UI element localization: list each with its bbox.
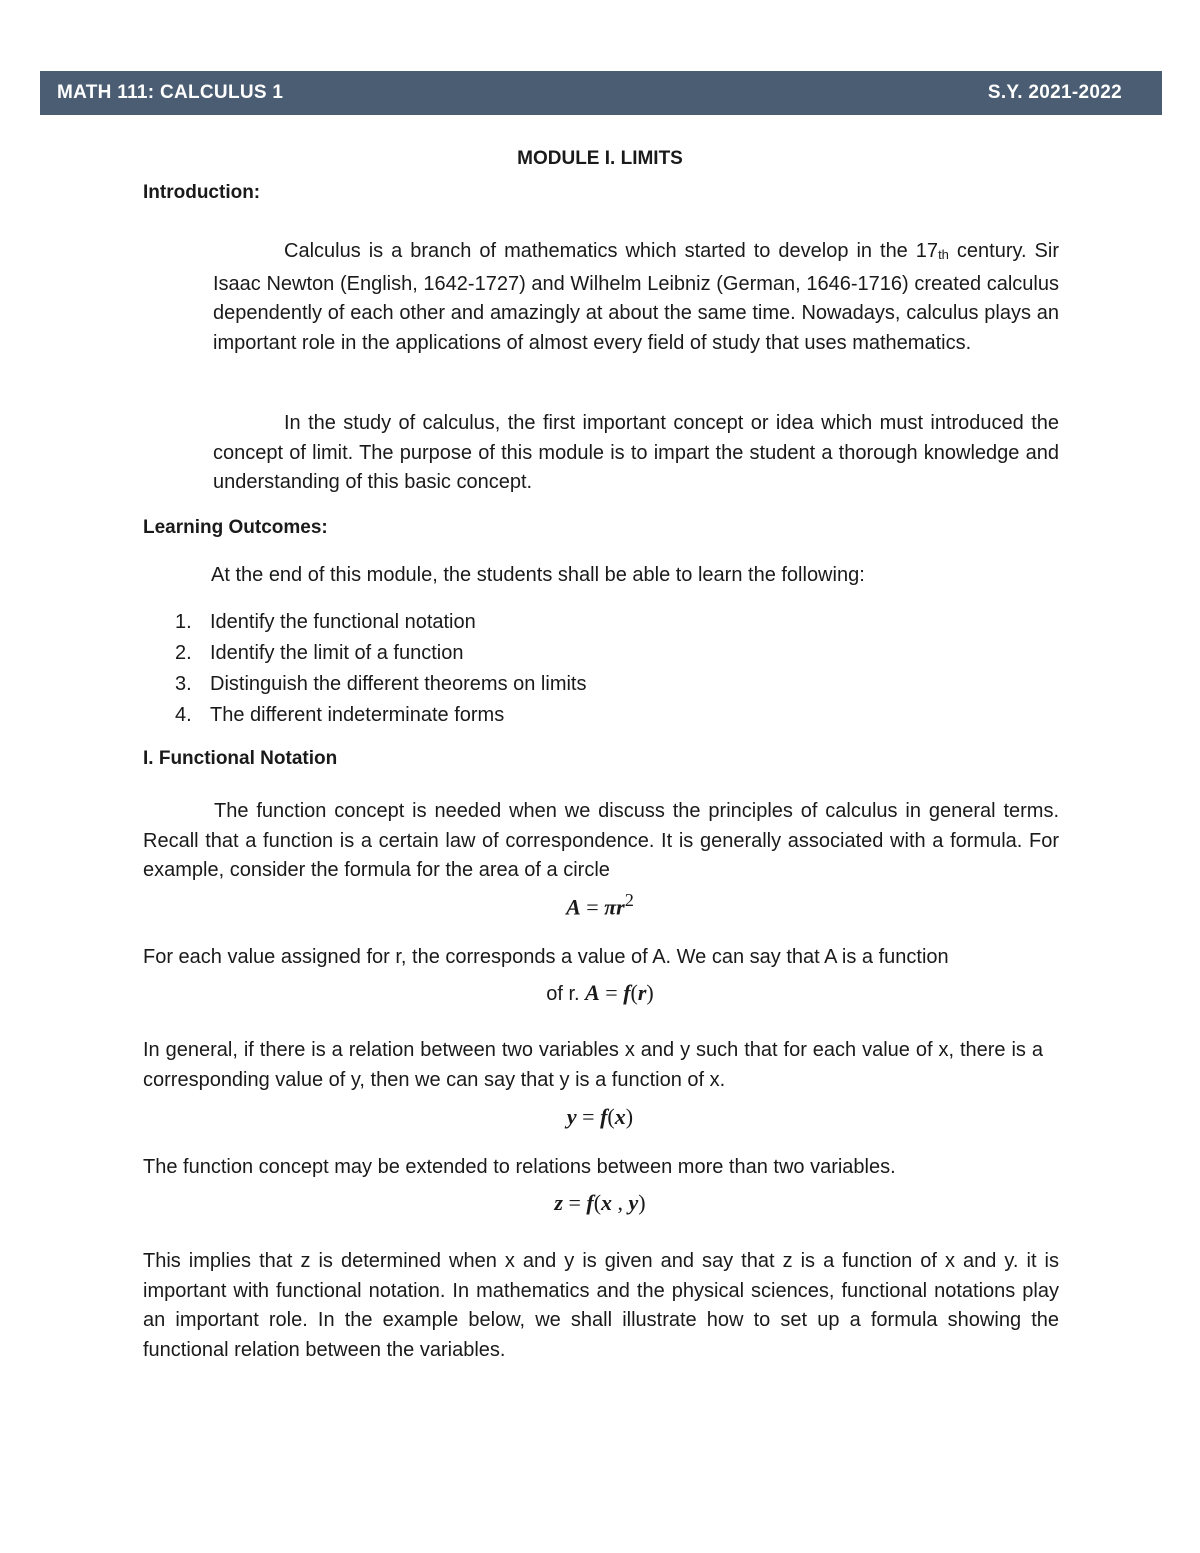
functional-notation-heading: I. Functional Notation xyxy=(143,748,338,769)
learning-outcomes-list xyxy=(175,607,586,731)
functional-notation-paragraph-2: For each value assigned for r, the corresponds a value of A. We can say that A is a function xyxy=(143,946,949,968)
list-item: 2. Identify the limit of a function xyxy=(175,642,464,664)
learning-outcomes-intro: At the end of this module, the students shall be able to learn the following: xyxy=(211,564,865,586)
school-year: S.Y. 2021-2022 xyxy=(987,82,1122,103)
functional-notation-paragraph-5: This implies that z is determined when x and y is given and say that z is a function of x and y. it is important with functional notation. In mathematics and the physical sciences, functional notations play an important role. In the example below, we shall illustrate how to set up a formula showing the functional relation between the variables. xyxy=(143,1250,1059,1361)
introduction-heading: Introduction: xyxy=(143,182,261,203)
course-title: MATH 111: CALCULUS 1 xyxy=(57,82,284,103)
module-title: MODULE I. LIMITS xyxy=(517,148,683,169)
introduction-paragraph-2: In the study of calculus, the first important concept or idea which must introduced the concept of limit. The purpose of this module is to impart the student a thorough knowledge and understanding of this basic concept. xyxy=(213,412,1059,493)
list-item: 1. Identify the functional notation xyxy=(175,611,476,633)
list-item: 3. Distinguish the different theorems on limits xyxy=(175,673,587,695)
formula-area-circle: $A = \pi r^2$ xyxy=(566,890,634,920)
formula-y-of-x: y = f(x) xyxy=(566,1104,634,1129)
learning-outcomes-heading: Learning Outcomes: xyxy=(143,517,328,538)
header-bar xyxy=(40,71,1162,115)
introduction-paragraph-1: Calculus is a branch of mathematics which started to develop in the $17_{th}$ century. Sir Isaac Newton (English, 1642-1727) and Wilhelm Leibniz (German, 1646-1716) created calculus dependently of each other and amazingly at about the same time. Nowadays, calculus plays an important role in the applications of almost every field of study that uses mathematics. xyxy=(213,240,1060,354)
formula-z-of-xy: z = f(x , y) xyxy=(554,1190,646,1215)
formula-a-of-r: of r. A = f(r) xyxy=(546,980,654,1005)
functional-notation-paragraph-3: In general, if there is a relation between two variables x and y such that for each value of x, there is a corresponding value of y, then we can say that y is a function of x. xyxy=(143,1039,1043,1091)
list-item: 4. The different indeterminate forms xyxy=(175,704,505,726)
functional-notation-paragraph-4: The function concept may be extended to relations between more than two variables. xyxy=(143,1156,896,1178)
functional-notation-paragraph-1: The function concept is needed when we discuss the principles of calculus in general terms. Recall that a function is a certain law of correspondence. It is generally associated with a formula. For example, consider the formula for the area of a circle xyxy=(143,800,1059,881)
